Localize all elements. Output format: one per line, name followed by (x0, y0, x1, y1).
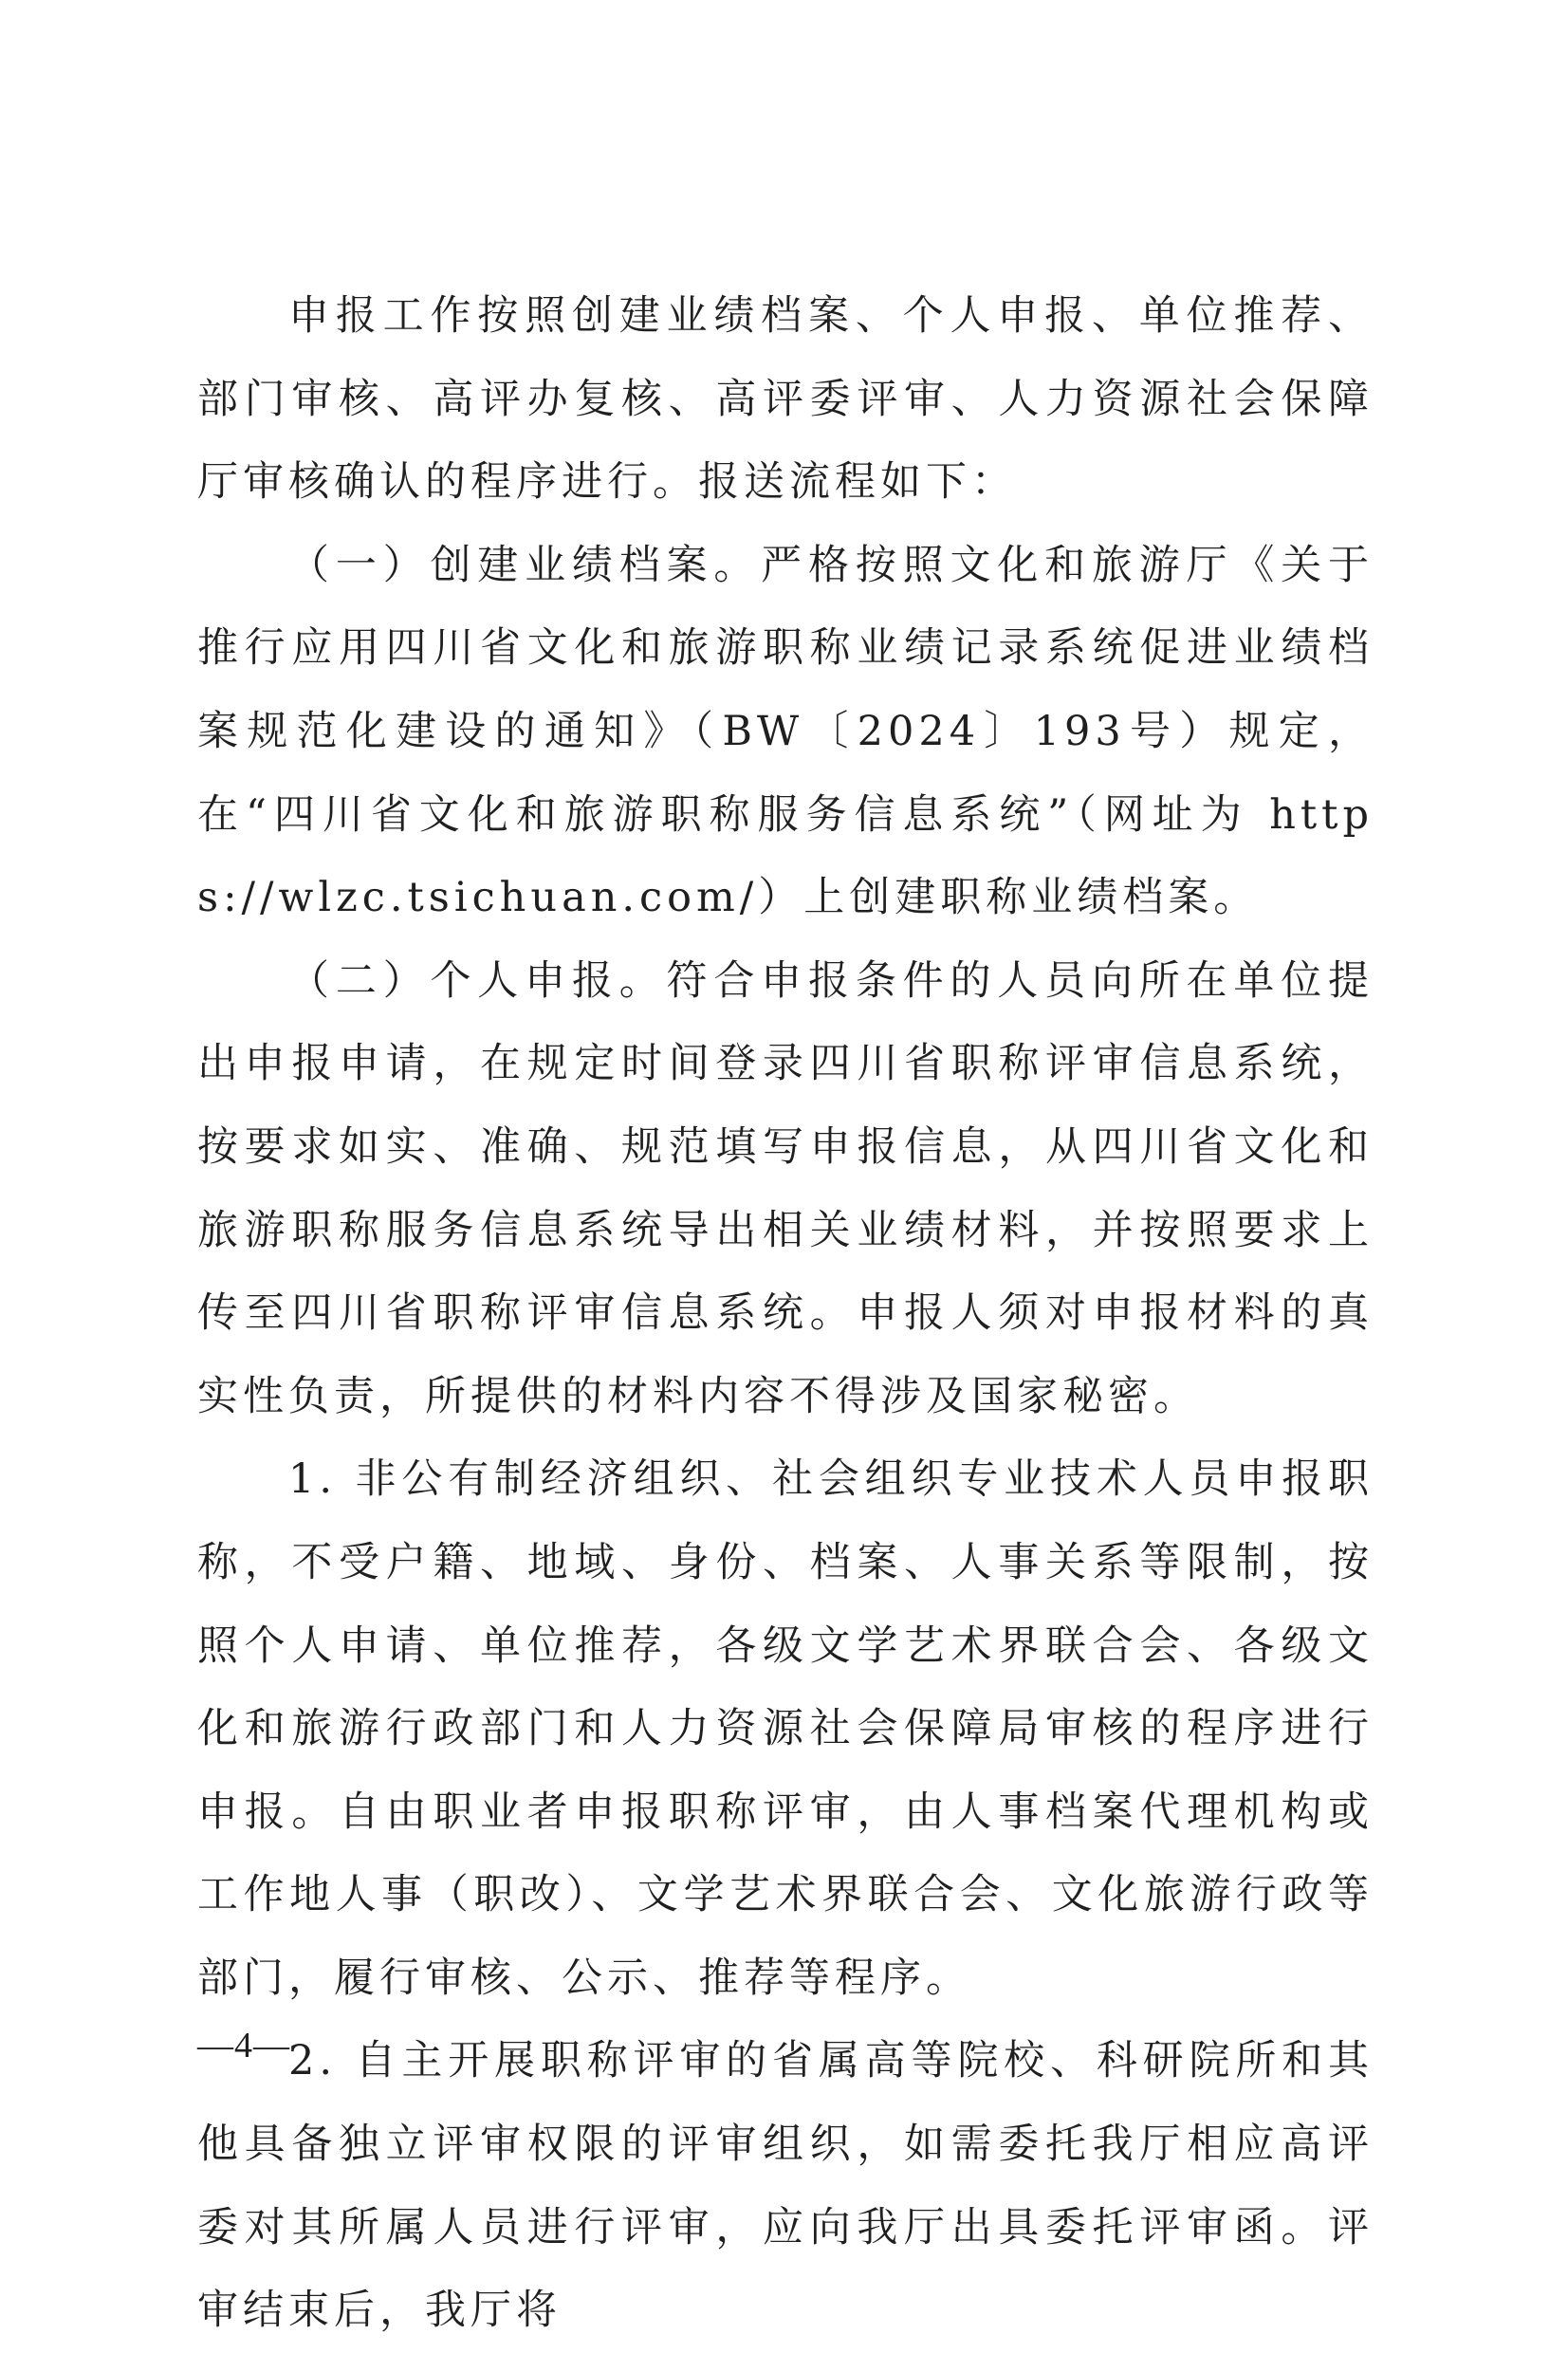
paragraph-item-1: 1. 非公有制经济组织、社会组织专业技术人员申报职称，不受户籍、地域、身份、档案、人事关系等限制，按照个人申请、单位推荐，各级文学艺术界联合会、各级文化和旅游行政部门和人力资源社会保障局审核的程序进行申报。自由职业者申报职称评审，由人事档案代理机构或工作地人事（职改）、文学艺术界联合会、文化旅游行政等部门，履行审核、公示、推荐等程序。 (197, 1455, 1374, 2002)
paragraph-personal-application: （二）个人申报。符合申报条件的人员向所在单位提出申报申请，在规定时间登录四川省职称评审信息系统，按要求如实、准确、规范填写申报信息，从四川省文化和旅游职称服务信息系统导出相关业绩材料，并按照要求上传至四川省职称评审信息系统。申报人须对申报材料的真实性负责，所提供的材料内容不得涉及国家秘密。 (197, 956, 1374, 1420)
paragraph-procedure-intro: 申报工作按照创建业绩档案、个人申报、单位推荐、部门审核、高评办复核、高评委评审、人力资源社会保障厅审核确认的程序进行。报送流程如下： (197, 292, 1374, 507)
paragraph-create-archive: （一）创建业绩档案。严格按照文化和旅游厅《关于推行应用四川省文化和旅游职称业绩记录系统促进业绩档案规范化建设的通知》（BW〔2024〕193号）规定，在“四川省文化和旅游职称服务信息系统”（网址为 https://wlzc.tsichuan.com/）上创建职称业绩档案。 (197, 541, 1374, 922)
document-body (197, 275, 1374, 2353)
page-number: —4— (197, 2026, 290, 2066)
paragraph-item-2: 2. 自主开展职称评审的省属高等院校、科研院所和其他具备独立评审权限的评审组织，如需委托我厅相应高评委对其所属人员进行评审，应向我厅出具委托评审函。评审结束后，我厅将 (197, 2037, 1374, 2335)
